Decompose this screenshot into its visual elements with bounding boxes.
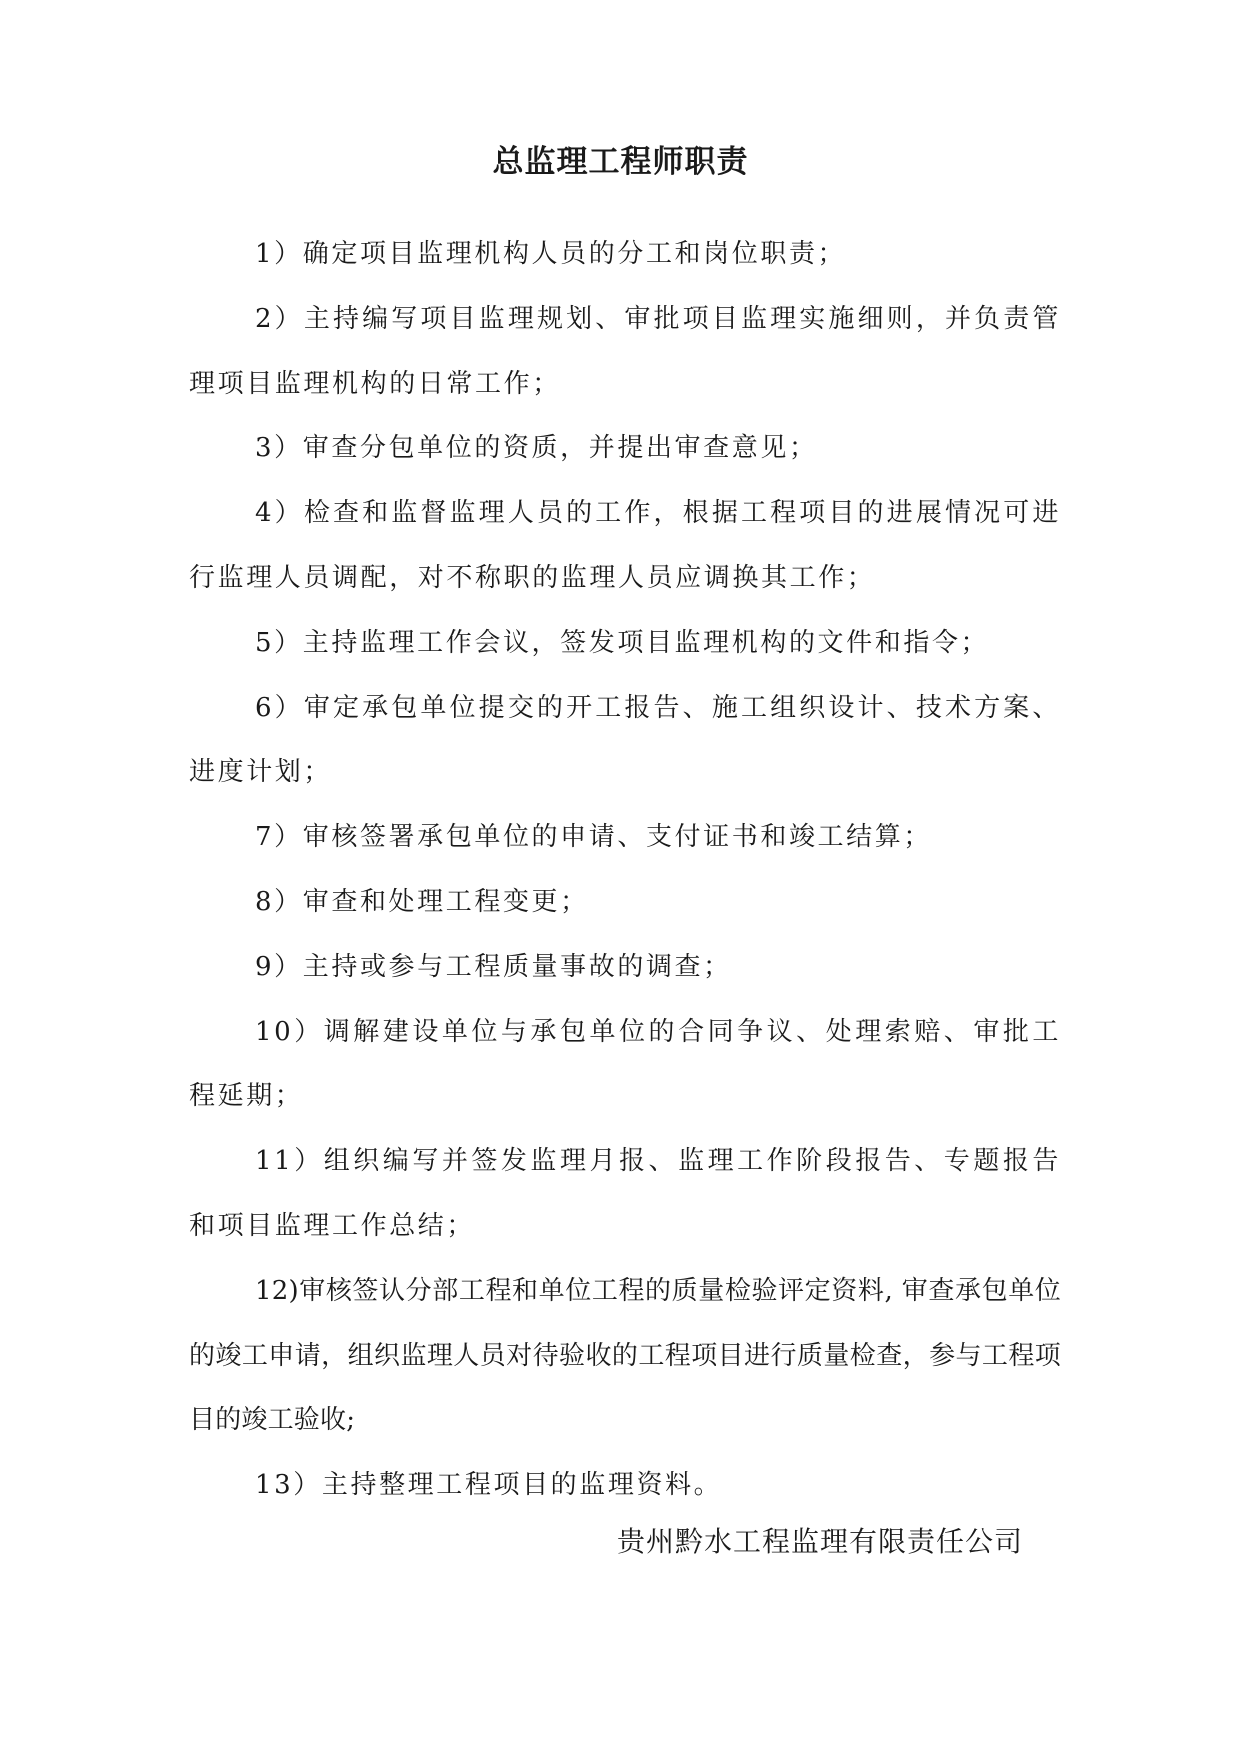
duty-item-4: 4）检查和监督监理人员的工作，根据工程项目的进展情况可进行监理人员调配，对不称职的监理人员应调换其工作； [189,498,1061,593]
duty-item-9: 9）主持或参与工程质量事故的调查； [255,951,732,982]
document-title: 总监理工程师职责 [492,144,749,180]
duty-item-2: 2）主持编写项目监理规划、审批项目监理实施细则，并负责管理项目监理机构的日常工作； [189,303,1061,399]
duty-item-5: 5）主持监理工作会议，签发项目监理机构的文件和指令； [255,627,990,658]
duty-item-11: 11）组织编写并签发监理月报、监理工作阶段报告、专题报告和项目监理工作总结； [189,1146,1061,1241]
duty-item-1: 1）确定项目监理机构人员的分工和岗位职责； [255,239,847,269]
duty-list [189,222,1061,1518]
duty-item-3: 3）审查分包单位的资质，并提出审查意见； [255,433,818,464]
duty-item-13: 13）主持整理工程项目的监理资料。 [255,1470,723,1501]
company-signature: 贵州黔水工程监理有限责任公司 [616,1525,1023,1558]
duty-item-12: 12)审核签认分部工程和单位工程的质量检验评定资料, 审查承包单位的竣工申请，组织监理人员对待验收的工程项目进行质量检查，参与工程项目的竣工验收; [189,1275,1061,1436]
duty-item-8: 8）审查和处理工程变更； [255,886,589,917]
duty-item-6: 6）审定承包单位提交的开工报告、施工组织设计、技术方案、进度计划； [189,692,1061,788]
duty-item-7: 7）审核签署承包单位的申请、支付证书和竣工结算； [255,822,932,853]
duty-item-10: 10）调解建设单位与承包单位的合同争议、处理索赔、审批工程延期； [189,1016,1061,1112]
